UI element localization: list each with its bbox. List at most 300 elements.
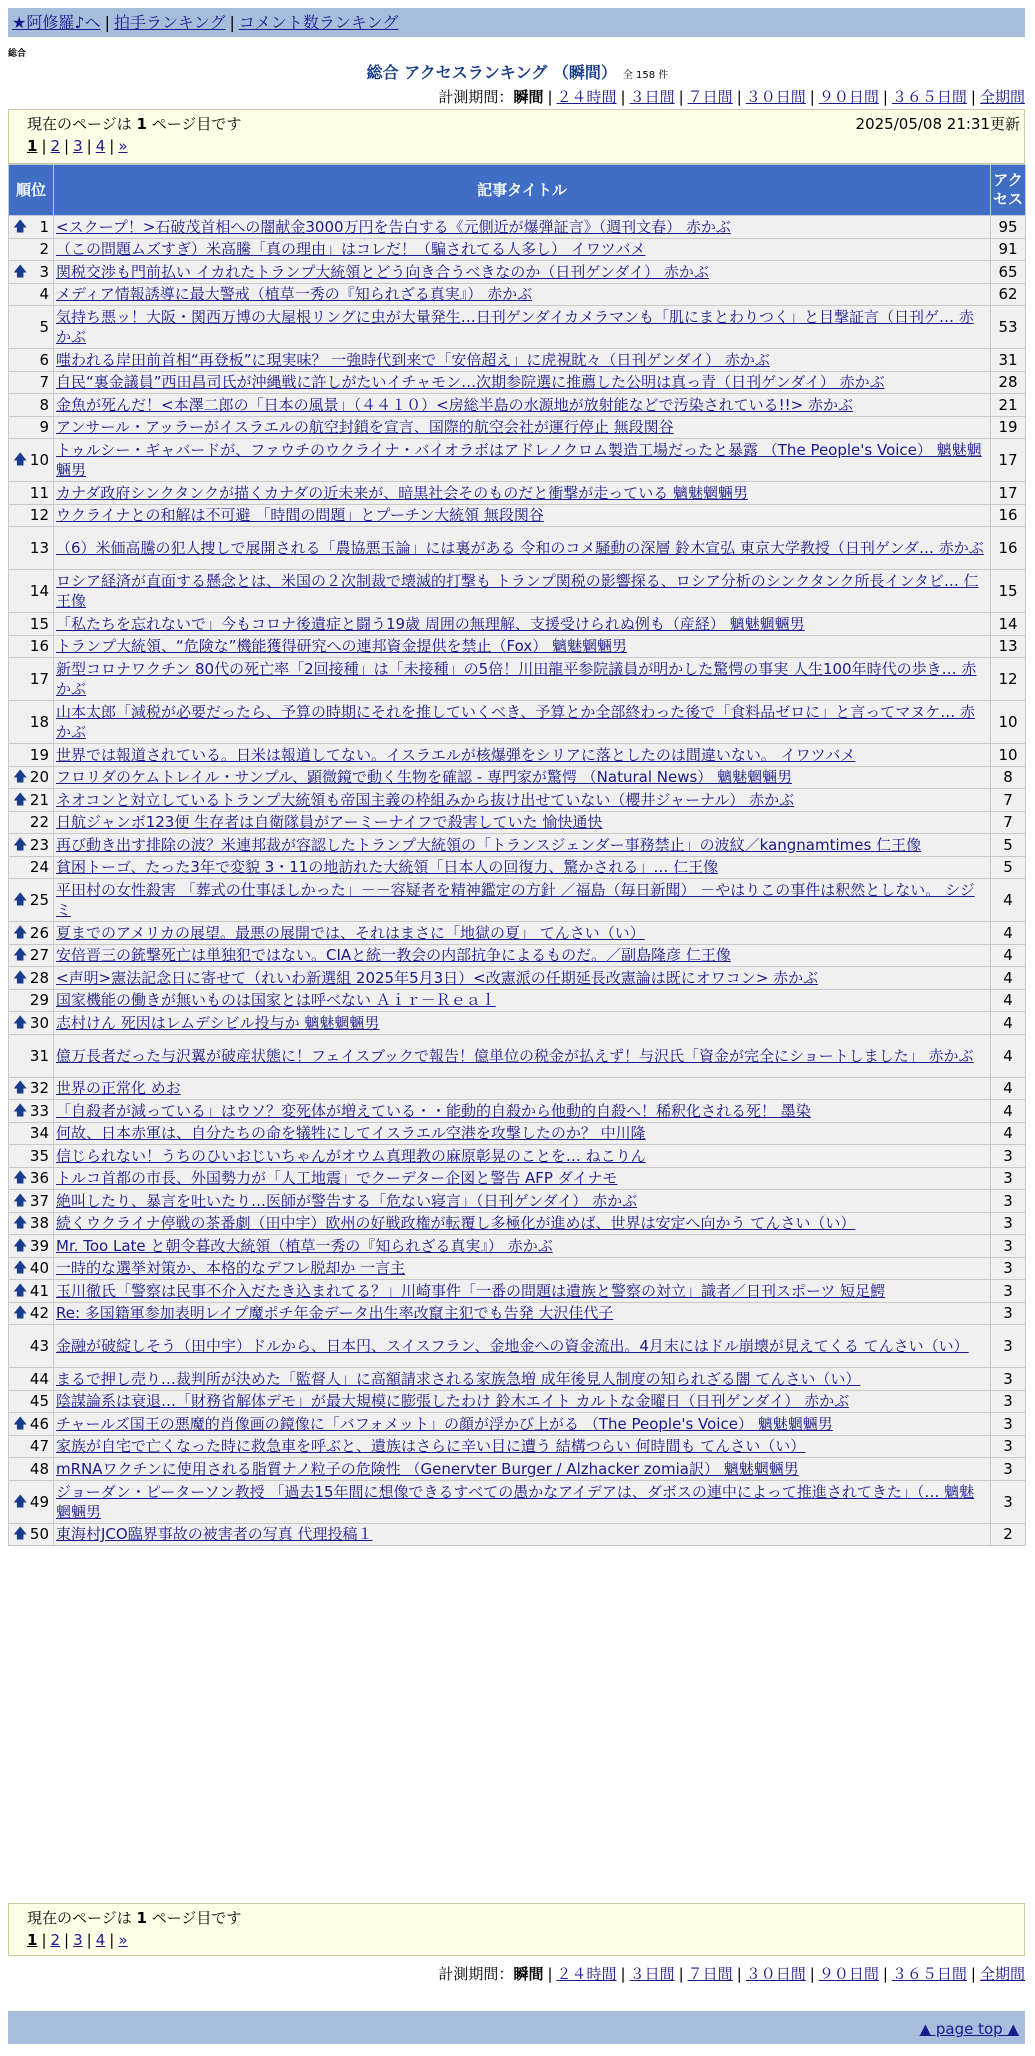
rank-number: 38: [29, 1214, 49, 1233]
rank-number: 10: [29, 451, 49, 469]
article-link[interactable]: 何故、日本赤軍は、自分たちの命を犠牲にしてイスラエル空港を攻撃したのか？ 中川隆: [56, 1124, 646, 1143]
rank-number: 14: [29, 582, 49, 600]
access-count: 7: [991, 811, 1026, 834]
article-link[interactable]: 家族が自宅で亡くなった時に救急車を呼ぶと、遺族はさらに辛い目に遭う 結構つらい 何時間も てんさい（い）: [56, 1437, 806, 1456]
table-row: [9, 744, 1026, 767]
title-cell: [54, 967, 991, 990]
separator: |: [86, 1931, 92, 1949]
access-count: 3: [991, 1302, 1026, 1325]
up-arrow-icon: 🡅: [13, 1415, 28, 1432]
table-row: [9, 834, 1026, 857]
article-link[interactable]: 世界では報道されている。日米は報道してない。イスラエルが核爆弾をシリアに落としたのは間違いない。 イワツバメ: [56, 745, 856, 764]
access-count: 4: [991, 989, 1026, 1012]
period-current: 瞬間: [513, 88, 544, 106]
article-link[interactable]: カナダ政府シンクタンクが描くカナダの近未来が、暗黒社会そのものだと衝撃が走っている 魑魅魍魎男: [56, 483, 748, 502]
title-cell: [54, 613, 991, 636]
rank-number: 20: [29, 768, 49, 787]
title-cell: [54, 658, 991, 701]
up-arrow-icon: 🡅: [13, 791, 28, 808]
rank-number: 30: [29, 1013, 49, 1032]
rank-number: 40: [29, 1259, 49, 1278]
article-link[interactable]: 「私たちを忘れないで」今もコロナ後遺症と闘う19歳 周囲の無理解、支援受けられぬ例も（産経） 魑魅魍魎男: [56, 614, 805, 633]
article-link[interactable]: 一時的な選挙対策か、本格的なデフレ脱却か 一言主: [56, 1259, 406, 1278]
rank-number: 44: [29, 1369, 49, 1388]
article-link[interactable]: Re: 多国籍軍参加表明レイプ魔ポチ年金データ出生率改竄主犯でも告発 大沢佳代子: [56, 1304, 614, 1323]
rank-cell: [9, 1302, 54, 1325]
page-link-4[interactable]: 4: [95, 1931, 106, 1949]
title-cell: [54, 238, 991, 261]
period-selector-bottom: [438, 1963, 1025, 1984]
rank-cell: [9, 701, 54, 744]
article-link[interactable]: Mr. Too Late と朝令暮改大統領（植草一秀の『知られざる真実』） 赤かぶ: [56, 1236, 553, 1255]
period-option-5[interactable]: ３６５日間: [891, 88, 967, 106]
period-option-5[interactable]: ３６５日間: [891, 1965, 967, 1983]
rank-number: 45: [29, 1392, 49, 1411]
article-link[interactable]: 国家機能の働きが無いものは国家とは呼べない Ａｉｒ－Ｒｅａｌ: [56, 991, 496, 1010]
separator: |: [736, 88, 742, 106]
rank-cell: [9, 944, 54, 967]
rank-header: 順位: [9, 165, 54, 216]
period-option-6[interactable]: 全期間: [979, 88, 1025, 106]
article-link[interactable]: 日航ジャンボ123便 生存者は自衛隊員がアーミーナイフで殺害していた 愉快通快: [56, 813, 603, 832]
title-cell: [54, 834, 991, 857]
article-link[interactable]: 金融が破綻しそう（田中宇）ドルから、日本円、スイスフラン、金地金への資金流出。4月末にはドル崩壊が見えてくる てんさい（い）: [56, 1337, 969, 1355]
rank-number: 39: [29, 1236, 49, 1255]
up-arrow-icon: 🡅: [13, 1102, 28, 1119]
rank-cell: [9, 989, 54, 1012]
article-link[interactable]: 夏までのアメリカの展望。最悪の展開では、それはまさに「地獄の夏」 てんさい（い）: [56, 923, 645, 942]
separator: |: [620, 1965, 626, 1983]
article-link[interactable]: <スクープ！>石破茂首相への闇献金3000万円を告白する《元側近が爆弾証言》（週刊文春） 赤かぶ: [56, 217, 731, 236]
up-arrow-icon: 🡅: [13, 1014, 28, 1031]
access-count: 4: [991, 1012, 1026, 1035]
separator: |: [970, 88, 976, 106]
article-link[interactable]: メディア情報誘導に最大警戒（植草一秀の『知られざる真実』） 赤かぶ: [56, 285, 533, 304]
rank-cell: [9, 394, 54, 417]
article-link[interactable]: 自民“裏金議員”西田昌司氏が沖縄戦に許しがたいイチャモン…次期参院選に推薦した公明は真っ青（日刊ゲンダイ） 赤かぶ: [56, 373, 885, 392]
title-cell: [54, 811, 991, 834]
title-cell: [54, 922, 991, 945]
rank-cell: [9, 1480, 54, 1523]
period-option-1[interactable]: ３日間: [629, 88, 675, 106]
up-arrow-icon: 🡅: [13, 1305, 28, 1322]
article-link[interactable]: <声明>憲法記念日に寄せて（れいわ新選組 2025年5月3日）<改憲派の任期延長改憲論は既にオワコン> 赤かぶ: [56, 968, 819, 987]
bottom-bar: [8, 2011, 1025, 2044]
table-row: [9, 1390, 1026, 1413]
period-option-1[interactable]: ３日間: [629, 1965, 675, 1983]
article-link[interactable]: 金魚が死んだ！<本澤二郎の「日本の風景」（４４１０）<房総半島の水源地が放射能などで汚染されている!!> 赤かぶ: [56, 395, 854, 414]
rank-cell: [9, 1034, 54, 1077]
rank-number: 42: [29, 1304, 49, 1323]
rank-number: 25: [29, 891, 49, 909]
title-cell: [54, 570, 991, 613]
rank-number: 11: [29, 483, 49, 502]
page-link-3[interactable]: 3: [73, 1931, 83, 1949]
next-page-link[interactable]: »: [118, 1931, 128, 1949]
rank-number: 16: [29, 637, 49, 656]
rank-cell: [9, 349, 54, 372]
article-link[interactable]: 続くウクライナ停戦の茶番劇（田中宇）欧州の好戦政権が転覆し多極化が進めば、世界は安定へ向かう てんさい（い）: [56, 1214, 856, 1233]
rank-number: 22: [29, 813, 49, 832]
access-count: 19: [991, 416, 1026, 439]
access-count: 15: [991, 570, 1026, 613]
article-link[interactable]: 玉川徹氏「警察は民事不介入だたき込まれてる？」川崎事件「一番の問題は遺族と警察の対立」識者／日刊スポーツ 短足鰐: [56, 1281, 886, 1300]
access-count: 5: [991, 856, 1026, 879]
article-link[interactable]: 安倍晋三の銃撃死亡は単独犯ではない。CIAと統一教会の内部抗争によるものだ。／副島隆彦 仁王像: [56, 946, 731, 965]
rank-cell: [9, 922, 54, 945]
access-count: 53: [991, 306, 1026, 349]
article-link[interactable]: アンサール・アッラーがイスラエルの航空封鎖を宣言、国際的航空会社が運行停止 無段関谷: [56, 418, 674, 437]
article-link[interactable]: 志村けん 死因はレムデシビル投与か 魑魅魍魎男: [56, 1013, 380, 1032]
up-arrow-icon: 🡅: [13, 1526, 28, 1543]
table-row: [9, 1280, 1026, 1303]
title-cell: [54, 1235, 991, 1258]
separator: |: [809, 1965, 815, 1983]
rank-cell: [9, 1280, 54, 1303]
pagination-top: [27, 137, 128, 155]
access-count: 3: [991, 1368, 1026, 1391]
access-count: 3: [991, 1325, 1026, 1368]
access-count: 3: [991, 1413, 1026, 1436]
table-row: [9, 635, 1026, 658]
table-row: [9, 439, 1026, 482]
article-link[interactable]: ネオコンと対立しているトランプ大統領も帝国主義の枠組みから抜け出せていない（櫻井ジャーナル） 赤かぶ: [56, 790, 795, 809]
access-count: 28: [991, 371, 1026, 394]
article-link[interactable]: 「自殺者が減っている」はウソ？変死体が増えている・・能動的自殺から他動的自殺へ！稀釈化される死！ 墨染: [56, 1101, 811, 1120]
title-cell: [54, 1302, 991, 1325]
access-count: 3: [991, 1190, 1026, 1213]
period-selector-top: [438, 86, 1025, 107]
rank-number: 18: [29, 713, 49, 731]
title-cell: [54, 216, 991, 239]
access-count: 3: [991, 1480, 1026, 1523]
up-arrow-icon: 🡅: [13, 836, 28, 853]
rank-cell: [9, 1368, 54, 1391]
article-link[interactable]: 新型コロナワクチン 80代の死亡率「2回接種」は「未接種」の5倍！川田龍平参院議員が明かした驚愕の事実 人生100年時代の歩き… 赤かぶ: [56, 660, 977, 698]
rank-number: 48: [29, 1459, 49, 1478]
current-page-text-bottom: 現在のページは 1 ページ目です: [27, 1909, 242, 1927]
rank-number: 36: [29, 1169, 49, 1188]
access-count: 95: [991, 216, 1026, 239]
period-option-3[interactable]: ３０日間: [745, 88, 806, 106]
table-row: [9, 856, 1026, 879]
table-row: [9, 416, 1026, 439]
access-count: 4: [991, 1122, 1026, 1145]
table-row: [9, 1368, 1026, 1391]
title-cell: [54, 1122, 991, 1145]
rank-cell: [9, 216, 54, 239]
period-option-4[interactable]: ９０日間: [818, 88, 879, 106]
article-link[interactable]: 貧困トーゴ、たった3年で変貌 3・11の地訪れた大統領「日本人の回復力、驚かされる」… 仁王像: [56, 858, 719, 877]
title-cell: [54, 635, 991, 658]
up-arrow-icon: 🡅: [13, 1215, 28, 1232]
rank-number: 41: [29, 1281, 49, 1300]
table-row: [9, 1212, 1026, 1235]
title-cell: [54, 1167, 991, 1190]
page-link-2[interactable]: 2: [50, 1931, 61, 1949]
up-arrow-icon: 🡅: [13, 1170, 28, 1187]
table-row: [9, 879, 1026, 922]
table-row: [9, 701, 1026, 744]
rank-cell: [9, 570, 54, 613]
separator: |: [109, 1931, 115, 1949]
title-cell: [54, 1257, 991, 1280]
table-row: [9, 1235, 1026, 1258]
pagination-bottom: [27, 1931, 128, 1949]
access-count: 17: [991, 439, 1026, 482]
article-link[interactable]: 億万長者だった与沢翼が破産状態に！フェイスブックで報告！億単位の税金が払えず！与沢氏「資金が完全にショートしました」 赤かぶ: [56, 1046, 974, 1065]
access-count: 14: [991, 613, 1026, 636]
table-row: [9, 527, 1026, 570]
rank-number: 33: [29, 1101, 49, 1120]
table-row: [9, 1480, 1026, 1523]
article-link[interactable]: （この問題ムズすぎ）米高騰「真の理由」はコレだ！（騙されてる人多し） イワツバメ: [56, 240, 646, 259]
table-row: [9, 504, 1026, 527]
article-link[interactable]: トランプ大統領、“危険な”機能獲得研究への連邦資金提供を禁止（Fox） 魑魅魍魎男: [56, 637, 627, 656]
rank-cell: [9, 238, 54, 261]
separator: |: [882, 1965, 888, 1983]
title-cell: [54, 1480, 991, 1523]
title-cell: [54, 1145, 991, 1168]
rank-number: 6: [39, 350, 49, 369]
rank-number: 23: [29, 835, 49, 854]
rank-cell: [9, 482, 54, 505]
period-option-0[interactable]: ２４時間: [556, 1965, 617, 1983]
article-link[interactable]: ウクライナとの和解は不可避 「時間の問題」とプーチン大統領 無段関谷: [56, 506, 544, 525]
separator: |: [970, 1965, 976, 1983]
article-link[interactable]: トルコ首都の市長、外国勢力が「人工地震」でクーデター企図と警告 AFP ダイナモ: [56, 1169, 618, 1188]
access-count: 5: [991, 834, 1026, 857]
access-header: アクセス: [991, 165, 1026, 216]
rank-cell: [9, 1145, 54, 1168]
table-row: [9, 811, 1026, 834]
article-link[interactable]: mRNAワクチンに使用される脂質ナノ粒子の危険性 （Genervter Burger / Alzhacker zomia訳） 魑魅魍魎男: [56, 1459, 799, 1478]
rank-number: 46: [29, 1414, 49, 1433]
access-count: 3: [991, 1435, 1026, 1458]
rank-number: 27: [29, 946, 49, 965]
rank-number: 35: [29, 1146, 49, 1165]
rank-number: 29: [29, 991, 49, 1010]
title-cell: [54, 1190, 991, 1213]
title-cell: [54, 1523, 991, 1546]
title-cell: [54, 394, 991, 417]
title-cell: [54, 1280, 991, 1303]
title-cell: [54, 1458, 991, 1481]
article-link[interactable]: フロリダのケムトレイル・サンプル、顕微鏡で動く生物を確認 - 専門家が驚愕 （Natural News） 魑魅魍魎男: [56, 768, 793, 787]
section-label: 総合: [8, 49, 27, 59]
period-option-0[interactable]: ２４時間: [556, 88, 617, 106]
title-cell: [54, 701, 991, 744]
article-link[interactable]: （6）米価高騰の犯人捜しで展開される「農協悪玉論」には裏がある 令和のコメ騒動の深層 鈴木宣弘 東京大学教授（日刊ゲンダ… 赤かぶ: [56, 539, 984, 557]
article-link[interactable]: まるで押し売り…裁判所が決めた「監督人」に高額請求される家族急増 成年後見人制度の知られざる闇 てんさい（い）: [56, 1369, 861, 1388]
up-arrow-icon: 🡅: [13, 1237, 28, 1254]
rank-cell: [9, 635, 54, 658]
title-cell: [54, 744, 991, 767]
title-cell: [54, 527, 991, 570]
table-row: [9, 1458, 1026, 1481]
rank-number: 17: [29, 670, 49, 688]
rank-number: 49: [29, 1492, 49, 1511]
rank-cell: [9, 1212, 54, 1235]
rank-number: 32: [29, 1079, 49, 1098]
title-cell: [54, 349, 991, 372]
applause-ranking-link[interactable]: 拍手ランキング: [113, 13, 226, 32]
access-count: 4: [991, 944, 1026, 967]
table-row: [9, 349, 1026, 372]
rank-cell: [9, 1100, 54, 1123]
rank-number: 2: [39, 240, 49, 259]
period-label: 計測期間：: [438, 88, 514, 106]
access-count: 3: [991, 1167, 1026, 1190]
rank-cell: [9, 1167, 54, 1190]
article-link[interactable]: 平田村の女性殺害 「葬式の仕事ほしかった」－－容疑者を精神鑑定の方針 ／福島（毎日新聞） －やはりこの事件は釈然としない。 シジミ: [56, 881, 975, 919]
rank-cell: [9, 371, 54, 394]
title-cell: [54, 944, 991, 967]
separator: |: [64, 137, 70, 155]
title-cell: [54, 1325, 991, 1368]
period-current: 瞬間: [513, 1965, 544, 1983]
table-row: [9, 1034, 1026, 1077]
separator: |: [547, 88, 553, 106]
title-cell: [54, 1077, 991, 1100]
separator: |: [41, 1931, 47, 1949]
page-link-2[interactable]: 2: [50, 137, 61, 155]
article-link[interactable]: 再び動き出す排除の波？米連邦裁が容認したトランプ大統領の「トランスジェンダー事務禁止」の波紋／kangnamtimes 仁王像: [56, 835, 922, 854]
table-row: [9, 967, 1026, 990]
next-page-link[interactable]: »: [118, 137, 128, 155]
rank-cell: [9, 1190, 54, 1213]
table-row: [9, 944, 1026, 967]
rank-number: 19: [29, 745, 49, 764]
table-row: [9, 570, 1026, 613]
page-link-1: 1: [27, 137, 38, 155]
rank-cell: [9, 1458, 54, 1481]
access-count: 2: [991, 1523, 1026, 1546]
up-arrow-icon: 🡅: [13, 1260, 28, 1277]
rank-cell: [9, 1235, 54, 1258]
period-option-4[interactable]: ９０日間: [818, 1965, 879, 1983]
rank-number: 1: [39, 217, 49, 236]
title-cell: [54, 1413, 991, 1436]
period-option-6[interactable]: 全期間: [979, 1965, 1025, 1983]
table-row: [9, 658, 1026, 701]
table-row: [9, 766, 1026, 789]
title-cell: [54, 766, 991, 789]
up-arrow-icon: 🡅: [13, 892, 28, 908]
top-nav-bar: [8, 8, 1025, 37]
title-cell: [54, 261, 991, 284]
article-link[interactable]: ジョーダン・ピーターソン教授 「過去15年間に想像できるすべての愚かなアイデアは、ダボスの連中によって推進されてきた」（… 魑魅魍魎男: [56, 1482, 975, 1521]
page-top-link[interactable]: ▲ page top ▲: [919, 2020, 1019, 2038]
article-link[interactable]: 関税交渉も門前払い イカれたトランプ大統領とどう向き合うべきなのか（日刊ゲンダイ） 赤かぶ: [56, 262, 709, 281]
rank-number: 37: [29, 1191, 49, 1210]
separator: |: [104, 13, 110, 32]
title-cell: [54, 1100, 991, 1123]
total-count: 全 158 件: [622, 70, 669, 81]
rank-number: 34: [29, 1124, 49, 1143]
rank-cell: [9, 527, 54, 570]
title-cell: [54, 1368, 991, 1391]
rank-cell: [9, 789, 54, 812]
article-link[interactable]: ロシア経済が直面する懸念とは、米国の２次制裁で壊滅的打撃も トランプ関税の影響探る、ロシア分析のシンクタンク所長インタビ… 仁王像: [56, 572, 979, 610]
rank-cell: [9, 967, 54, 990]
up-arrow-icon: 🡅: [13, 1192, 28, 1209]
rank-number: 21: [29, 790, 49, 809]
page-link-1: 1: [27, 1931, 38, 1949]
access-count: 10: [991, 701, 1026, 744]
table-row: [9, 789, 1026, 812]
rank-number: 12: [29, 506, 49, 525]
separator: |: [809, 88, 815, 106]
asyura-home-link[interactable]: ★阿修羅♪ヘ: [12, 13, 101, 32]
comment-ranking-link[interactable]: コメント数ランキング: [238, 13, 399, 32]
title-cell: [54, 504, 991, 527]
title-cell: [54, 789, 991, 812]
access-count: 21: [991, 394, 1026, 417]
access-count: 4: [991, 922, 1026, 945]
rank-cell: [9, 306, 54, 349]
period-option-3[interactable]: ３０日間: [745, 1965, 806, 1983]
table-row: [9, 1012, 1026, 1035]
article-link[interactable]: チャールズ国王の悪魔的肖像画の鏡像に「バフォメット」の顔が浮かび上がる （The People's Voice） 魑魅魍魎男: [56, 1414, 833, 1433]
article-link[interactable]: 東海村JCO臨界事故の被害者の写真 代理投稿１: [56, 1525, 373, 1544]
separator: |: [678, 88, 684, 106]
article-link[interactable]: 気持ち悪ッ！大阪・関西万博の大屋根リングに虫が大量発生…日刊ゲンダイカメラマンも「肌にまとわりつく」と目撃証言（日刊ゲ… 赤かぶ: [56, 308, 974, 346]
access-count: 12: [991, 658, 1026, 701]
up-arrow-icon: 🡅: [13, 924, 28, 941]
rank-cell: [9, 658, 54, 701]
rank-number: 24: [29, 858, 49, 877]
table-row: [9, 306, 1026, 349]
page-link-4[interactable]: 4: [95, 137, 106, 155]
rank-number: 31: [29, 1046, 49, 1065]
rank-number: 28: [29, 968, 49, 987]
rank-number: 26: [29, 923, 49, 942]
up-arrow-icon: 🡅: [13, 969, 28, 986]
rank-cell: [9, 1435, 54, 1458]
rank-number: 7: [39, 373, 49, 392]
rank-number: 13: [29, 539, 49, 557]
separator: |: [109, 137, 115, 155]
period-option-2[interactable]: ７日間: [687, 88, 733, 106]
period-option-2[interactable]: ７日間: [687, 1965, 733, 1983]
article-link[interactable]: 嗤われる岸田前首相“再登板”に現実味？ 一強時代到来で「安倍超え」に虎視眈々（日刊ゲンダイ） 赤かぶ: [56, 350, 770, 369]
article-link[interactable]: 陰謀論系は衰退…「財務省解体デモ」が最大規模に膨張したわけ 鈴木エイト カルトな金曜日（日刊ゲンダイ） 赤かぶ: [56, 1392, 850, 1411]
access-count: 31: [991, 349, 1026, 372]
rank-cell: [9, 1413, 54, 1436]
page-link-3[interactable]: 3: [73, 137, 83, 155]
article-link[interactable]: 絶叫したり、暴言を吐いたり…医師が警告する「危ない寝言」（日刊ゲンダイ） 赤かぶ: [56, 1191, 638, 1210]
table-row: [9, 1302, 1026, 1325]
rank-number: 4: [39, 285, 49, 304]
rank-number: 15: [29, 614, 49, 633]
table-row: [9, 238, 1026, 261]
table-row: [9, 1122, 1026, 1145]
table-row: [9, 482, 1026, 505]
article-link[interactable]: 信じられない！うちのひいおじいちゃんがオウム真理教の麻原彰晃のことを… ねこりん: [56, 1146, 646, 1165]
title-cell: [54, 1012, 991, 1035]
article-link[interactable]: 世界の正常化 めお: [56, 1079, 181, 1098]
article-link[interactable]: 山本太郎「減税が必要だったら、予算の時期にそれを推していくべき、予算とか全部終わった後で「食料品ゼロに」と言ってマヌケ… 赤かぶ: [56, 703, 976, 741]
rank-cell: [9, 744, 54, 767]
page-title: 総合 アクセスランキング （瞬間）: [366, 63, 617, 82]
rank-cell: [9, 1122, 54, 1145]
up-arrow-icon: 🡅: [13, 1282, 28, 1299]
article-link[interactable]: トゥルシー・ギャバードが、ファウチのウクライナ・バイオラボはアドレノクロム製造工場だったと暴露 （The People's Voice） 魑魅魍魎男: [56, 441, 982, 479]
title-cell: [54, 1034, 991, 1077]
rank-number: 5: [39, 318, 49, 336]
up-arrow-icon: 🡅: [13, 769, 28, 786]
